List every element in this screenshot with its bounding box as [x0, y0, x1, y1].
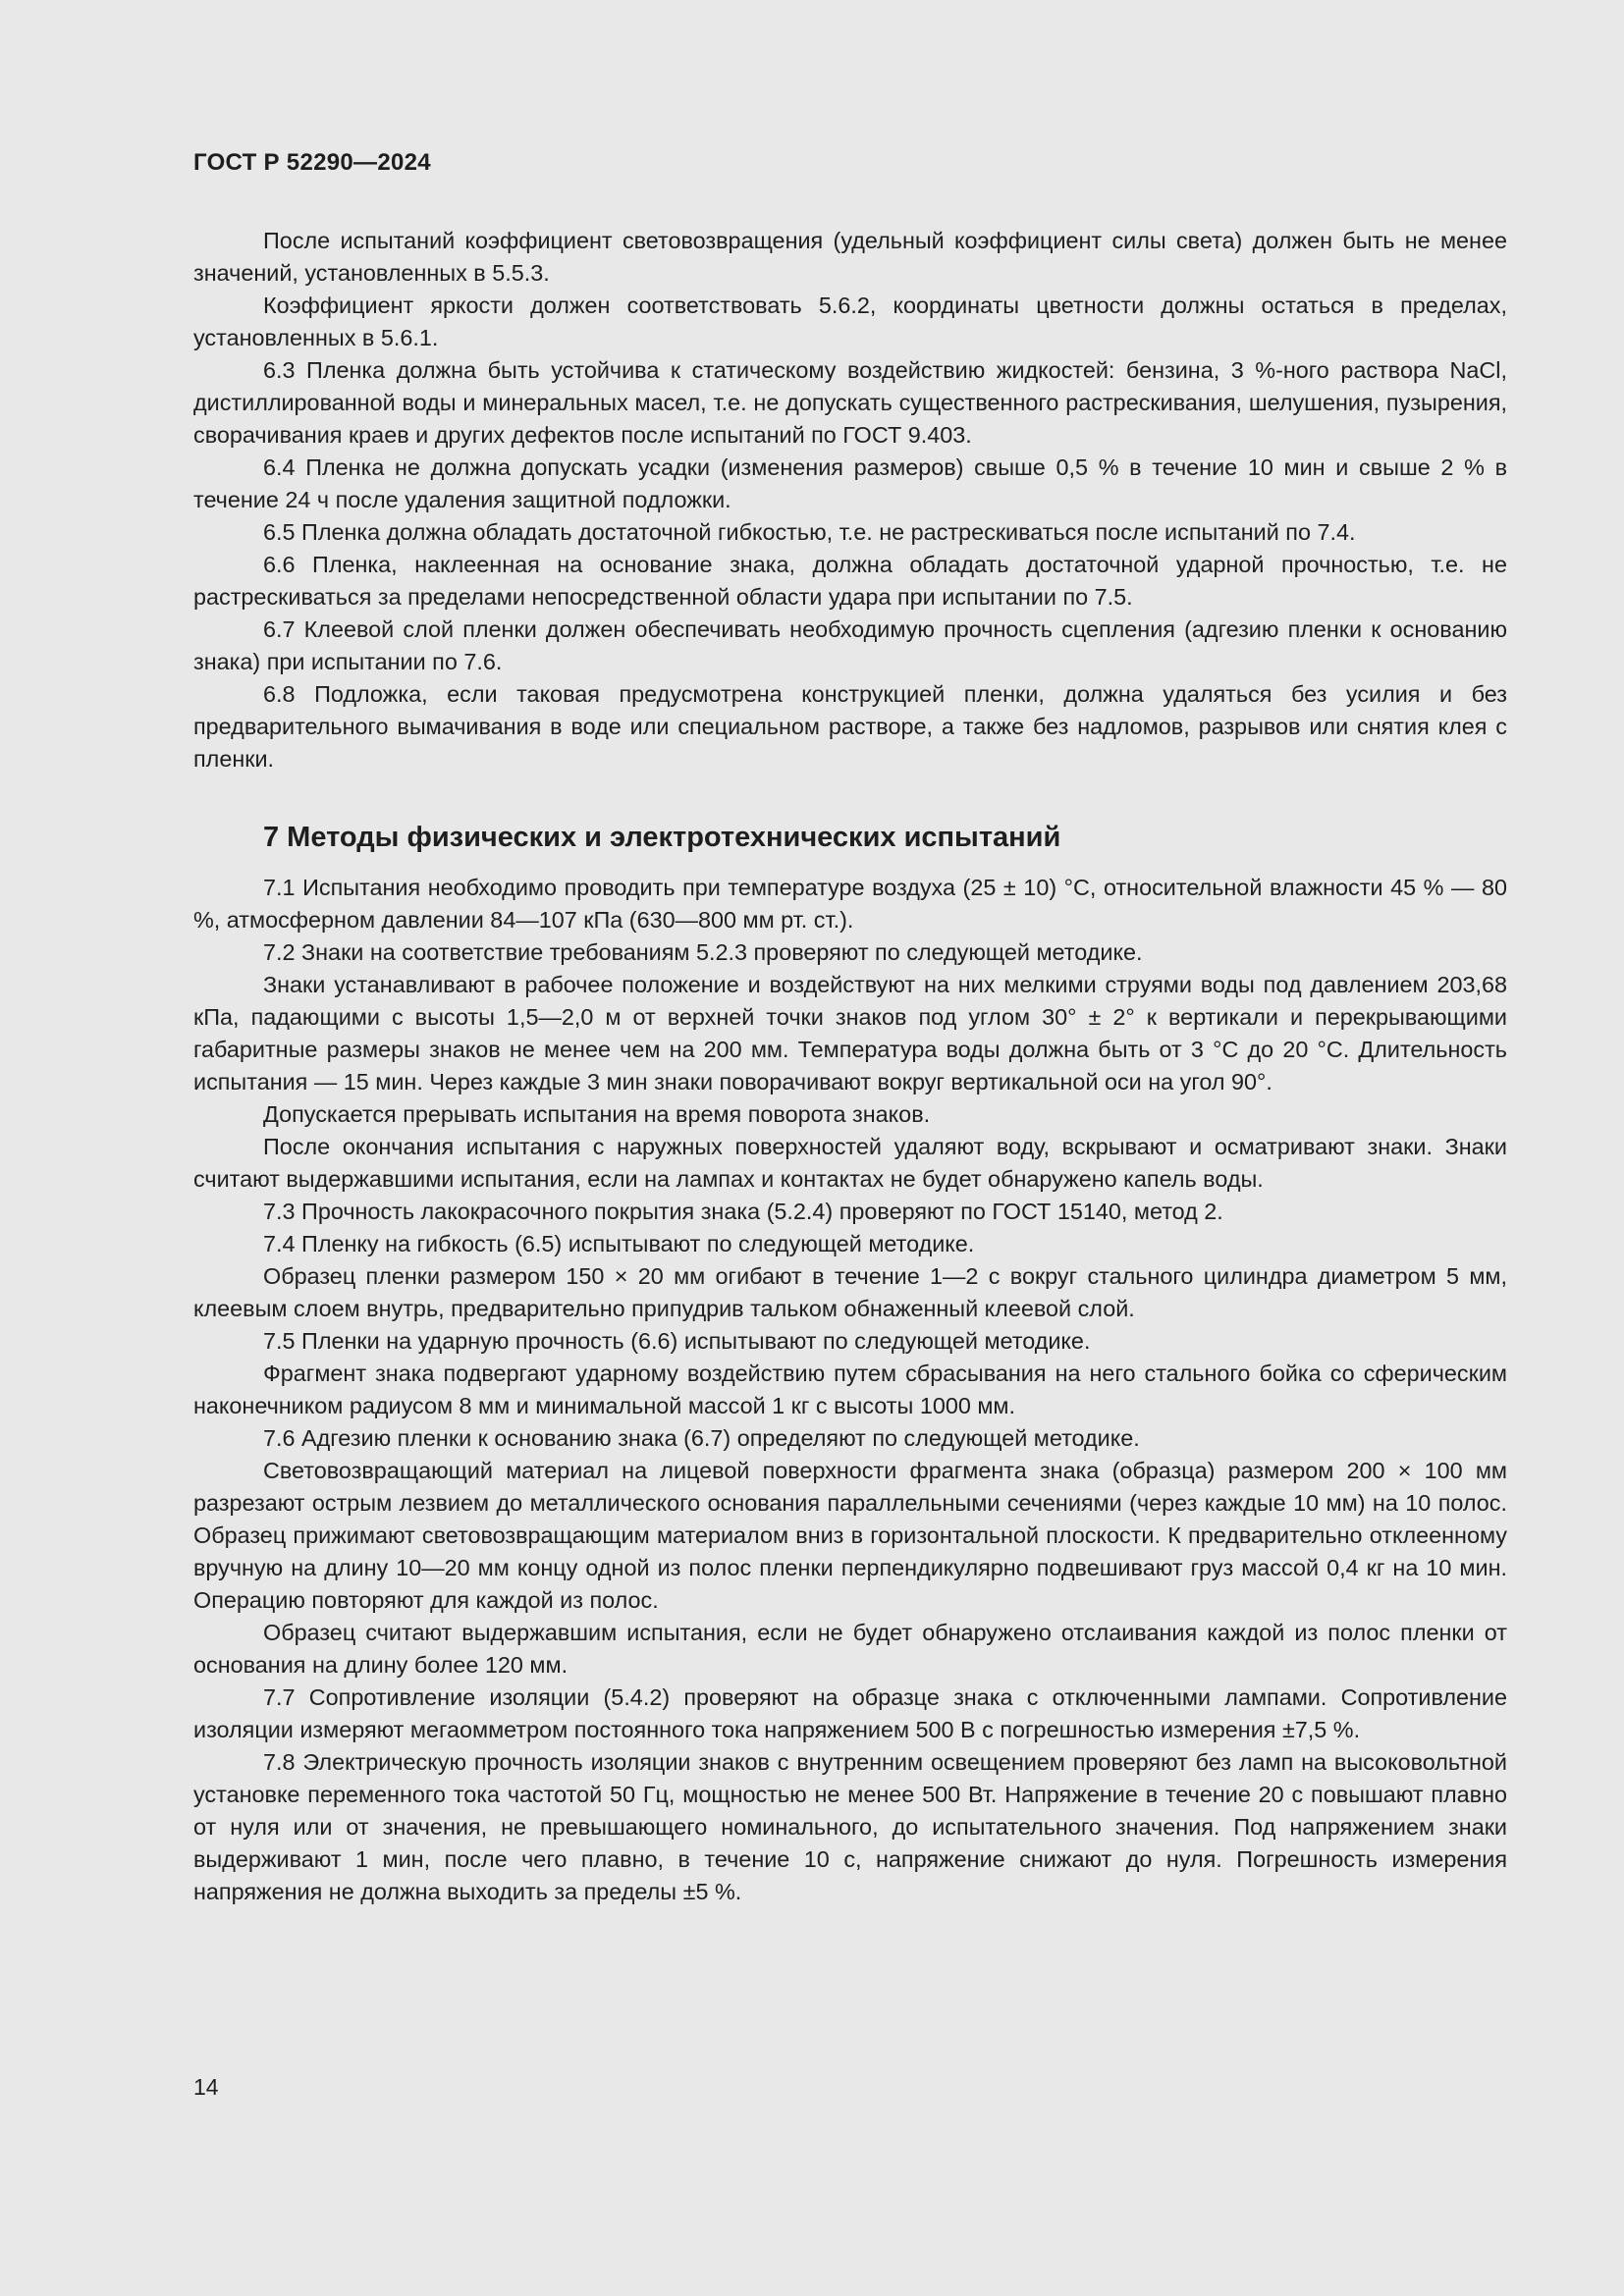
paragraph: После испытаний коэффициент световозвращения (удельный коэффициент силы света) должен быть не менее значений, установленных в 5.5.3. — [193, 228, 1507, 286]
clause-7-5: 7.5 Пленки на ударную прочность (6.6) испытывают по следующей методике. — [263, 1328, 1091, 1354]
clause-6-4: 6.4 Пленка не должна допускать усадки (изменения размеров) свыше 0,5 % в течение 10 мин и свыше 2 % в течение 24 ч после удаления защитной подложки. — [193, 454, 1507, 512]
clause-7-6: 7.6 Адгезию пленки к основанию знака (6.7) определяют по следующей методике. — [263, 1425, 1140, 1451]
paragraph: Образец пленки размером 150 × 20 мм огибают в течение 1—2 с вокруг стального цилиндра диаметром 5 мм, клеевым слоем внутрь, предварительно припудрив тальком обнаженный клеевой слой. — [193, 1263, 1507, 1321]
section-7-title: 7 Методы физических и электротехнических испытаний — [263, 822, 1061, 853]
clause-7-4: 7.4 Пленку на гибкость (6.5) испытывают по следующей методике. — [263, 1231, 975, 1256]
clause-6-3: 6.3 Пленка должна быть устойчива к статическому воздействию жидкостей: бензина, 3 %-ного раствора NaCl, дистиллированной воды и минеральных масел, т.е. не допускать существенного растрескивания, шелушения, пузырения, сворачивания краев и других дефектов после испытаний по ГОСТ 9.403. — [193, 357, 1507, 448]
document-header: ГОСТ Р 52290—2024 — [193, 149, 431, 176]
clause-6-7: 6.7 Клеевой слой пленки должен обеспечивать необходимую прочность сцепления (адгезию пленки к основанию знака) при испытании по 7.6. — [193, 616, 1507, 674]
paragraph: Коэффициент яркости должен соответствовать 5.6.2, координаты цветности должны остаться в пределах, установленных в 5.6.1. — [193, 293, 1507, 350]
clause-7-7: 7.7 Сопротивление изоляции (5.4.2) проверяют на образце знака с отключенными лампами. Сопротивление изоляции измеряют мегаомметром постоянного тока напряжением 500 В с погрешностью измерения ±7,5 %. — [193, 1684, 1507, 1742]
paragraph: Фрагмент знака подвергают ударному воздействию путем сбрасывания на него стального бойка со сферическим наконечником радиусом 8 мм и минимальной массой 1 кг с высоты 1000 мм. — [193, 1361, 1507, 1418]
clause-6-6: 6.6 Пленка, наклеенная на основание знака, должна обладать достаточной ударной прочностью, т.е. не растрескиваться за пределами непосредственной области удара при испытании по 7.5. — [193, 552, 1507, 610]
clause-7-3: 7.3 Прочность лакокрасочного покрытия знака (5.2.4) проверяют по ГОСТ 15140, метод 2. — [263, 1199, 1223, 1224]
paragraph: Допускается прерывать испытания на время поворота знаков. — [263, 1101, 931, 1127]
page-number: 14 — [193, 2074, 219, 2100]
paragraph: Знаки устанавливают в рабочее положение и воздействуют на них мелкими струями воды под давлением 203,68 кПа, падающими с высоты 1,5—2,0 м от верхней точки знаков под углом 30° ± 2° к вертикали и перекрывающими габаритные размеры знаков не менее чем на 200 мм. Температура воды должна быть от 3 °C до 20 °C. Длительность испытания — 15 мин. Через каждые 3 мин знаки поворачивают вокруг вертикальной оси на угол 90°. — [193, 972, 1507, 1095]
clause-7-8: 7.8 Электрическую прочность изоляции знаков с внутренним освещением проверяют без ламп на высоковольтной установке переменного тока частотой 50 Гц, мощностью не менее 500 Вт. Напряжение в течение 20 с повышают плавно от нуля или от значения, не превышающего номинального, до испытательного значения. Под напряжением знаки выдерживают 1 мин, после чего плавно, в течение 10 с, напряжение снижают до нуля. Погрешность измерения напряжения не должна выходить за пределы ±5 %. — [193, 1749, 1507, 1904]
clause-6-5: 6.5 Пленка должна обладать достаточной гибкостью, т.е. не растрескиваться после испытаний по 7.4. — [263, 519, 1356, 545]
clause-7-2: 7.2 Знаки на соответствие требованиям 5.2.3 проверяют по следующей методике. — [263, 939, 1143, 965]
paragraph: Световозвращающий материал на лицевой поверхности фрагмента знака (образца) размером 200 × 100 мм разрезают острым лезвием до металлического основания параллельными сечениями (через каждые 10 мм) на 10 полос. Образец прижимают световозвращающим материалом вниз в горизонтальной плоскости. К предварительно отклеенному вручную на длину 10—20 мм концу одной из полос пленки перпендикулярно подвешивают груз массой 0,4 кг на 10 мин. Операцию повторяют для каждой из полос. — [193, 1458, 1507, 1613]
clause-7-1: 7.1 Испытания необходимо проводить при температуре воздуха (25 ± 10) °C, относительной влажности 45 % — 80 %, атмосферном давлении 84—107 кПа (630—800 мм рт. ст.). — [193, 875, 1507, 933]
paragraph: После окончания испытания с наружных поверхностей удаляют воду, вскрывают и осматривают знаки. Знаки считают выдержавшими испытания, если на лампах и контактах не будет обнаружено капель воды. — [193, 1134, 1507, 1192]
clause-6-8: 6.8 Подложка, если таковая предусмотрена конструкцией пленки, должна удаляться без усилия и без предварительного вымачивания в воде или специальном растворе, а также без надломов, разрывов или снятия клея с пленки. — [193, 681, 1507, 772]
paragraph: Образец считают выдержавшим испытания, если не будет обнаружено отслаивания каждой из полос пленки от основания на длину более 120 мм. — [193, 1620, 1507, 1678]
document-body — [193, 225, 1507, 1908]
